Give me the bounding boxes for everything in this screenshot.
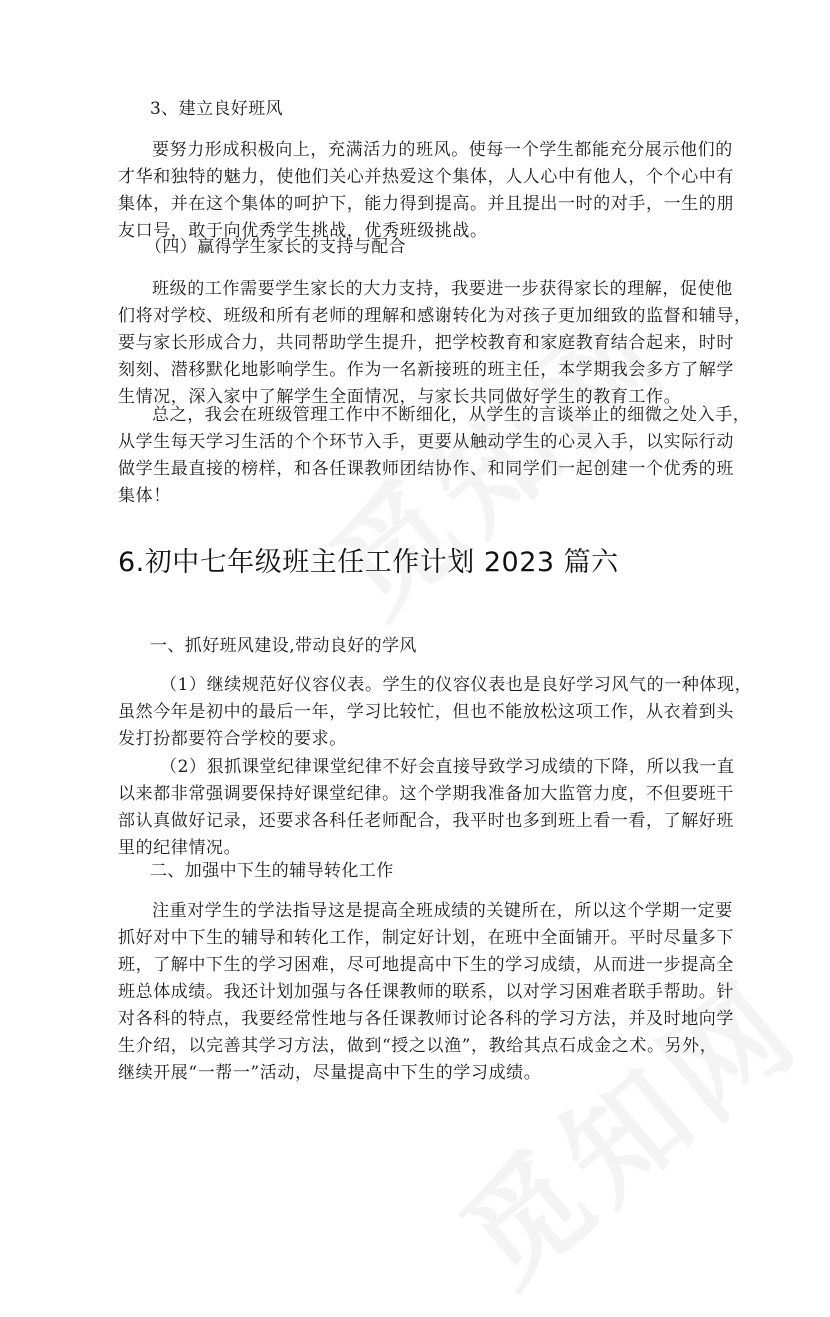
text-line: （1）继续规范好仪容仪表。学生的仪容仪表也是良好学习风气的一种体现， <box>160 675 753 695</box>
section-title: 6.初中七年级班主任工作计划 2023 篇六 <box>118 547 619 578</box>
text-line: 们将对学校、班级和所有老师的理解和感谢转化为对孩子更加细致的监督和辅导， <box>118 306 752 326</box>
heading-two: 二、加强中下生的辅导转化工作 <box>150 861 394 881</box>
text-line: 继续开展“一帮一”活动，尽量提高中下生的学习成绩。 <box>118 1063 542 1083</box>
text-line: 刻刻、潜移默化地影响学生。作为一名新接班的班主任，本学期我会多方了解学 <box>118 360 734 380</box>
text-line: 从学生每天学习生活的个个环节入手，更要从触动学生的心灵入手，以实际行动 <box>118 432 734 452</box>
heading-one: 一、抓好班风建设,带动良好的学风 <box>150 636 417 656</box>
text-line: 友口号，敢于向优秀学生挑战，优秀班级挑战。 <box>118 221 488 241</box>
text-line: 要与家长形成合力，共同帮助学生提升，把学校教育和家庭教育结合起来，时时 <box>118 333 734 353</box>
text-line: 班总体成绩。我还计划加强与各任课教师的联系，以对学习困难者联手帮助。针 <box>118 982 734 1002</box>
text-line: 部认真做好记录，还要求各科任老师配合，我平时也多到班上看一看，了解好班 <box>118 811 734 831</box>
text-line: 才华和独特的魅力，使他们关心并热爱这个集体，人人心中有他人，个个心中有 <box>118 167 734 187</box>
text-line: 以来都非常强调要保持好课堂纪律。这个学期我准备加大监管力度，不但要班干 <box>118 784 734 804</box>
text-line: 抓好对中下生的辅导和转化工作，制定好计划，在班中全面铺开。平时尽量多下 <box>118 928 734 948</box>
paragraph-jilv <box>118 754 758 862</box>
text-line: 要努力形成积极向上，充满活力的班风。使每一个学生都能充分展示他们的 <box>152 140 733 160</box>
paragraph-parents <box>118 276 758 411</box>
paragraph-yirong <box>118 672 758 753</box>
paragraph-banfeng <box>118 137 758 245</box>
text-line: 发打扮都要符合学校的要求。 <box>118 729 347 749</box>
text-line: 里的纪律情况。 <box>118 838 242 858</box>
text-line: 生介绍，以完善其学习方法，做到“授之以渔”，教给其点石成金之术。另外， <box>118 1036 718 1056</box>
text-line: 班，了解中下生的学习困难，尽可地提高中下生的学习成绩，从而进一步提高全 <box>118 955 734 975</box>
text-line: 做学生最直接的榜样，和各任课教师团结协作、和同学们一起创建一个优秀的班 <box>118 459 734 479</box>
text-line: 虽然今年是初中的最后一年，学习比较忙，但也不能放松这项工作，从衣着到头 <box>118 702 734 722</box>
text-line: （2）狠抓课堂纪律课堂纪律不好会直接导致学习成绩的下降，所以我一直 <box>160 757 735 777</box>
text-line: 生情况，深入家中了解学生全面情况，与家长共同做好学生的教育工作。 <box>118 387 682 407</box>
sub-heading-parents: （四）赢得学生家长的支持与配合 <box>145 237 406 257</box>
text-line: 注重对学生的学法指导这是提高全班成绩的关键所在，所以这个学期一定要 <box>152 901 733 921</box>
text-line: 对各科的特点，我要经常性地与各任课教师讨论各科的学习方法，并及时地向学 <box>118 1009 734 1029</box>
text-line: 集体，并在这个集体的呵护下，能力得到提高。并且提出一时的对手，一生的朋 <box>118 194 734 214</box>
sub-heading-banfeng: 3、建立良好班风 <box>150 99 284 119</box>
paragraph-fudao <box>118 898 758 1087</box>
text-line: 总之，我会在班级管理工作中不断细化，从学生的言谈举止的细微之处入手， <box>152 405 751 425</box>
paragraph-summary <box>118 402 758 510</box>
text-line: 班级的工作需要学生家长的大力支持，我要进一步获得家长的理解，促使他 <box>152 279 733 299</box>
text-line: 集体！ <box>118 486 171 506</box>
